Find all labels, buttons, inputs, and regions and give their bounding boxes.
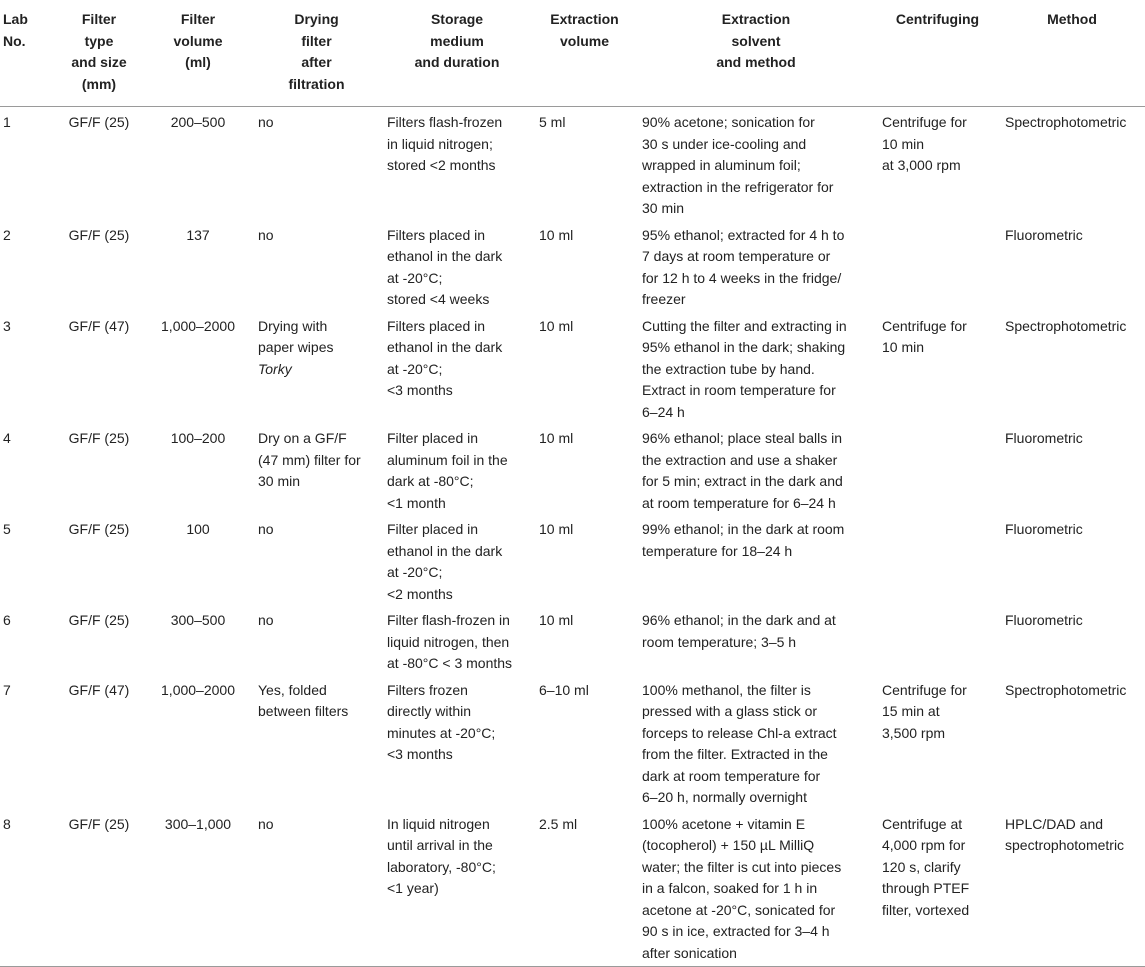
cell-filter-type-text: GF/F (25) [68, 612, 130, 628]
cell-solvent-line: 100% acetone + vitamin E [642, 815, 806, 832]
cell-method [999, 423, 1145, 514]
cell-solvent-line: for 12 h to 4 weeks in the fridge/ [642, 269, 842, 286]
cell-filter-volume [144, 809, 252, 967]
cell-storage-line: stored <4 weeks [387, 291, 490, 307]
header-drying-line: filter [301, 32, 332, 49]
cell-extraction-volume [533, 605, 636, 675]
cell-storage-line: aluminum foil in the [387, 451, 508, 468]
cell-storage [381, 675, 533, 809]
cell-solvent-line: at room temperature for 6–24 h [642, 494, 836, 511]
cell-storage [381, 514, 533, 605]
cell-extraction-volume-text: 10 ml [539, 612, 574, 628]
cell-solvent-line: the extraction tube by hand. [642, 360, 815, 377]
cell-method [999, 675, 1145, 809]
header-solvent-line: and method [716, 54, 796, 70]
cell-storage-line: Filters frozen [387, 681, 468, 698]
cell-centrifuging-line: Centrifuge for [882, 681, 967, 698]
cell-centrifuging-line: Centrifuge for [882, 114, 967, 130]
cell-storage-line: In liquid nitrogen [387, 815, 490, 832]
cell-storage-line: in liquid nitrogen; [387, 135, 493, 152]
cell-filter-type [54, 423, 144, 514]
cell-storage-line: liquid nitrogen, then [387, 633, 510, 650]
cell-filter-type-text: GF/F (25) [68, 521, 130, 537]
header-solvent [636, 0, 876, 107]
header-extraction-volume-line: volume [559, 32, 609, 49]
cell-filter-volume [144, 220, 252, 311]
header-centrifuging [876, 0, 999, 107]
header-filter-type-line: and size [71, 54, 127, 70]
cell-centrifuging-line: 4,000 rpm for [882, 837, 966, 853]
cell-solvent [636, 423, 876, 514]
table-body [0, 107, 1145, 967]
cell-drying [252, 107, 381, 220]
cell-extraction-volume-text: 6–10 ml [539, 681, 589, 698]
cell-extraction-volume-text: 5 ml [539, 114, 566, 130]
cell-lab-text: 3 [3, 317, 11, 334]
cell-solvent-line: freezer [642, 291, 686, 307]
cell-drying [252, 605, 381, 675]
cell-drying-line: paper wipes [258, 339, 334, 355]
cell-centrifuging [876, 220, 999, 311]
header-extraction-volume [533, 0, 636, 107]
cell-storage-line: Filter flash-frozen in [387, 612, 510, 628]
cell-storage-line: ethanol in the dark [387, 248, 503, 264]
header-lab-line: No. [3, 32, 26, 49]
cell-drying-line: no [258, 815, 274, 832]
cell-filter-type [54, 809, 144, 967]
header-filter-volume-line: (ml) [185, 54, 211, 70]
cell-filter-volume [144, 107, 252, 220]
cell-lab [0, 605, 54, 675]
cell-solvent-line: 96% ethanol; in the dark and at [642, 612, 836, 628]
cell-method [999, 220, 1145, 311]
cell-centrifuging [876, 107, 999, 220]
cell-solvent-line: 30 min [642, 200, 685, 216]
cell-filter-type-text: GF/F (25) [68, 226, 130, 243]
cell-method-line: Fluorometric [1005, 612, 1083, 628]
cell-storage [381, 220, 533, 311]
cell-centrifuging [876, 675, 999, 809]
cell-drying [252, 220, 381, 311]
cell-lab-text: 4 [3, 430, 11, 446]
cell-centrifuging-line: 120 s, clarify [882, 858, 961, 875]
cell-storage [381, 605, 533, 675]
cell-filter-type-text: GF/F (47) [68, 317, 130, 334]
header-solvent-line: solvent [731, 32, 781, 49]
cell-lab-text: 5 [3, 521, 11, 537]
cell-storage-line: <3 months [387, 746, 453, 762]
cell-storage-line: ethanol in the dark [387, 542, 503, 559]
table-row [0, 423, 1145, 514]
cell-centrifuging [876, 605, 999, 675]
cell-method [999, 107, 1145, 220]
cell-centrifuging-line: 15 min at [882, 703, 940, 719]
cell-extraction-volume [533, 107, 636, 220]
cell-solvent [636, 311, 876, 424]
cell-storage-line: at -20°C; [387, 564, 443, 580]
cell-storage-line: laboratory, -80°C; [387, 858, 496, 875]
header-method [999, 0, 1145, 107]
cell-solvent-line: acetone at -20°C, sonicated for [642, 901, 836, 918]
cell-solvent-line: extraction in the refrigerator for [642, 178, 834, 195]
cell-centrifuging-line: 3,500 rpm [882, 724, 946, 741]
cell-storage-line: dark at -80°C; [387, 473, 474, 489]
cell-solvent-line: 96% ethanol; place steal balls in [642, 430, 843, 446]
cell-storage-line: <1 year) [387, 880, 439, 896]
header-lab-line: Lab [3, 11, 28, 27]
cell-filter-volume [144, 514, 252, 605]
cell-extraction-volume [533, 809, 636, 967]
cell-solvent [636, 107, 876, 220]
cell-solvent-line: after sonication [642, 944, 737, 961]
header-lab [0, 0, 54, 107]
cell-filter-volume-text: 300–500 [170, 612, 226, 628]
cell-centrifuging [876, 423, 999, 514]
cell-filter-volume-text: 300–1,000 [164, 815, 232, 832]
header-storage-line: medium [430, 32, 484, 49]
header-filter-volume-line: volume [173, 32, 223, 49]
cell-drying [252, 809, 381, 967]
cell-solvent-line: wrapped in aluminum foil; [642, 157, 801, 173]
cell-extraction-volume-text: 2.5 ml [539, 815, 578, 832]
cell-storage-line: Filter placed in [387, 430, 479, 446]
cell-solvent-line: 7 days at room temperature or [642, 248, 831, 264]
cell-centrifuging [876, 514, 999, 605]
table-row [0, 107, 1145, 220]
cell-method [999, 605, 1145, 675]
cell-extraction-volume-text: 10 ml [539, 226, 574, 243]
cell-method [999, 514, 1145, 605]
cell-filter-type [54, 107, 144, 220]
cell-drying-line: 30 min [258, 473, 301, 489]
cell-storage [381, 107, 533, 220]
cell-storage-line: at -20°C; [387, 269, 443, 286]
cell-storage-line: at -80°C < 3 months [387, 655, 513, 671]
cell-storage-line: minutes at -20°C; [387, 724, 496, 741]
cell-centrifuging-line: Centrifuge for [882, 317, 967, 334]
cell-solvent-line: 30 s under ice-cooling and [642, 135, 807, 152]
cell-storage-line: directly within [387, 703, 472, 719]
cell-filter-type-text: GF/F (47) [68, 681, 130, 698]
cell-filter-type [54, 220, 144, 311]
cell-solvent-line: 99% ethanol; in the dark at room [642, 521, 845, 537]
cell-solvent-line: 95% ethanol; extracted for 4 h to [642, 226, 845, 243]
cell-extraction-volume [533, 423, 636, 514]
header-drying-line: filtration [288, 75, 345, 92]
header-filter-volume-line: Filter [180, 11, 216, 27]
header-solvent-line: Extraction [721, 11, 791, 27]
cell-storage-line: Filter placed in [387, 521, 479, 537]
cell-filter-volume [144, 423, 252, 514]
cell-lab [0, 311, 54, 424]
cell-extraction-volume [533, 311, 636, 424]
cell-drying-italic: Torky [258, 360, 292, 377]
header-storage-line: Storage [430, 11, 484, 27]
cell-filter-volume-text: 137 [186, 226, 210, 243]
cell-filter-volume-text: 1,000–2000 [161, 317, 235, 334]
cell-solvent-line: 100% methanol, the filter is [642, 681, 811, 698]
cell-extraction-volume-text: 10 ml [539, 317, 574, 334]
cell-solvent-line: room temperature; 3–5 h [642, 633, 797, 650]
header-drying [252, 0, 381, 107]
header-filter-volume [144, 0, 252, 107]
cell-drying-line: no [258, 226, 274, 243]
cell-drying-line: (47 mm) filter for [258, 451, 361, 468]
table-row [0, 311, 1145, 424]
cell-storage-line: Filters placed in [387, 317, 486, 334]
header-storage-line: and duration [414, 54, 500, 70]
cell-method-line: Fluorometric [1005, 226, 1083, 243]
cell-storage-line: <2 months [387, 585, 453, 602]
cell-filter-volume-text: 100 [186, 521, 210, 537]
cell-storage-line: <1 month [387, 494, 446, 511]
cell-method [999, 809, 1145, 967]
cell-drying-line: no [258, 612, 274, 628]
cell-filter-volume-text: 1,000–2000 [161, 681, 235, 698]
cell-solvent-line: forceps to release Chl-a extract [642, 724, 837, 741]
cell-filter-volume-text: 200–500 [170, 114, 226, 130]
cell-solvent-line: in a falcon, soaked for 1 h in [642, 880, 818, 896]
cell-drying-line: no [258, 114, 274, 130]
header-row [0, 0, 1145, 107]
cell-solvent-line: 95% ethanol in the dark; shaking [642, 339, 846, 355]
cell-extraction-volume-text: 10 ml [539, 521, 574, 537]
cell-solvent-line: pressed with a glass stick or [642, 703, 818, 719]
header-centrifuging-line: Centrifuging [895, 11, 980, 27]
header-filter-type-line: type [84, 32, 114, 49]
cell-lab-text: 2 [3, 226, 11, 243]
cell-centrifuging-line: 10 min [882, 135, 925, 152]
cell-method-line: Spectrophotometric [1005, 114, 1127, 130]
cell-storage-line: Filters flash-frozen [387, 114, 503, 130]
cell-filter-type-text: GF/F (25) [68, 430, 130, 446]
cell-filter-volume [144, 311, 252, 424]
cell-lab [0, 220, 54, 311]
cell-drying [252, 514, 381, 605]
cell-drying [252, 675, 381, 809]
cell-drying-line: between filters [258, 703, 349, 719]
cell-solvent-line: 90 s in ice, extracted for 3–4 h [642, 923, 830, 939]
cell-extraction-volume [533, 220, 636, 311]
cell-lab-text: 7 [3, 681, 11, 698]
cell-solvent-line: the extraction and use a shaker [642, 451, 838, 468]
cell-solvent [636, 675, 876, 809]
cell-lab [0, 809, 54, 967]
header-filter-type-line: (mm) [81, 75, 117, 92]
cell-lab [0, 423, 54, 514]
cell-filter-volume-text: 100–200 [170, 430, 226, 446]
cell-storage-line: until arrival in the [387, 837, 493, 853]
cell-filter-type-text: GF/F (25) [68, 114, 130, 130]
cell-storage-line: <3 months [387, 382, 453, 398]
cell-method-line: Spectrophotometric [1005, 681, 1127, 698]
table-row [0, 605, 1145, 675]
header-drying-line: Drying [294, 11, 339, 27]
cell-drying-line: Dry on a GF/F [258, 430, 347, 446]
cell-solvent [636, 220, 876, 311]
cell-filter-type [54, 605, 144, 675]
cell-centrifuging-line: through PTEF [882, 880, 970, 896]
cell-solvent-line: Cutting the filter and extracting in [642, 317, 847, 334]
cell-drying [252, 423, 381, 514]
cell-solvent-line: (tocopherol) + 150 µL MilliQ [642, 837, 815, 853]
header-storage [381, 0, 533, 107]
cell-filter-type [54, 514, 144, 605]
header-drying-line: after [301, 54, 332, 70]
table-row [0, 514, 1145, 605]
cell-method-line: HPLC/DAD and [1005, 815, 1104, 832]
header-method-line: Method [1047, 11, 1097, 27]
cell-lab-text: 1 [3, 114, 11, 130]
table-row [0, 220, 1145, 311]
cell-method-line: Spectrophotometric [1005, 317, 1127, 334]
cell-centrifuging-line: filter, vortexed [882, 901, 970, 918]
cell-solvent-line: 6–20 h, normally overnight [642, 789, 807, 805]
cell-solvent-line: dark at room temperature for [642, 767, 821, 784]
cell-method [999, 311, 1145, 424]
cell-solvent-line: 90% acetone; sonication for [642, 114, 815, 130]
cell-drying [252, 311, 381, 424]
cell-storage-line: stored <2 months [387, 157, 496, 173]
cell-filter-type [54, 675, 144, 809]
cell-lab [0, 675, 54, 809]
cell-solvent [636, 809, 876, 967]
cell-filter-volume [144, 605, 252, 675]
cell-solvent [636, 514, 876, 605]
cell-lab-text: 6 [3, 612, 11, 628]
cell-drying-line: no [258, 521, 274, 537]
cell-drying-line: Drying with [258, 317, 328, 334]
cell-extraction-volume [533, 675, 636, 809]
cell-lab [0, 514, 54, 605]
cell-centrifuging [876, 311, 999, 424]
cell-centrifuging-line: at 3,000 rpm [882, 157, 961, 173]
cell-filter-type-text: GF/F (25) [68, 815, 130, 832]
cell-solvent-line: water; the filter is cut into pieces [642, 858, 842, 875]
cell-method-line: Fluorometric [1005, 521, 1083, 537]
cell-centrifuging-line: Centrifuge at [882, 815, 963, 832]
cell-solvent-line: from the filter. Extracted in the [642, 746, 828, 762]
cell-solvent-line: Extract in room temperature for [642, 382, 836, 398]
cell-storage [381, 809, 533, 967]
cell-lab [0, 107, 54, 220]
cell-method-line: spectrophotometric [1005, 837, 1125, 853]
cell-drying-line: Yes, folded [258, 681, 327, 698]
table-row [0, 809, 1145, 967]
cell-extraction-volume-text: 10 ml [539, 430, 574, 446]
cell-lab-text: 8 [3, 815, 11, 832]
cell-extraction-volume [533, 514, 636, 605]
cell-storage-line: Filters placed in [387, 226, 486, 243]
cell-solvent-line: temperature for 18–24 h [642, 542, 793, 559]
cell-method-line: Fluorometric [1005, 430, 1083, 446]
header-filter-type [54, 0, 144, 107]
cell-storage-line: at -20°C; [387, 360, 443, 377]
cell-centrifuging [876, 809, 999, 967]
header-filter-type-line: Filter [81, 11, 117, 27]
cell-centrifuging-line: 10 min [882, 339, 925, 355]
cell-storage [381, 423, 533, 514]
cell-filter-volume [144, 675, 252, 809]
cell-solvent-line: for 5 min; extract in the dark and [642, 473, 843, 489]
cell-storage-line: ethanol in the dark [387, 339, 503, 355]
cell-storage [381, 311, 533, 424]
cell-filter-type [54, 311, 144, 424]
cell-solvent [636, 605, 876, 675]
table-row [0, 675, 1145, 809]
cell-solvent-line: 6–24 h [642, 403, 685, 420]
header-extraction-volume-line: Extraction [550, 11, 619, 27]
